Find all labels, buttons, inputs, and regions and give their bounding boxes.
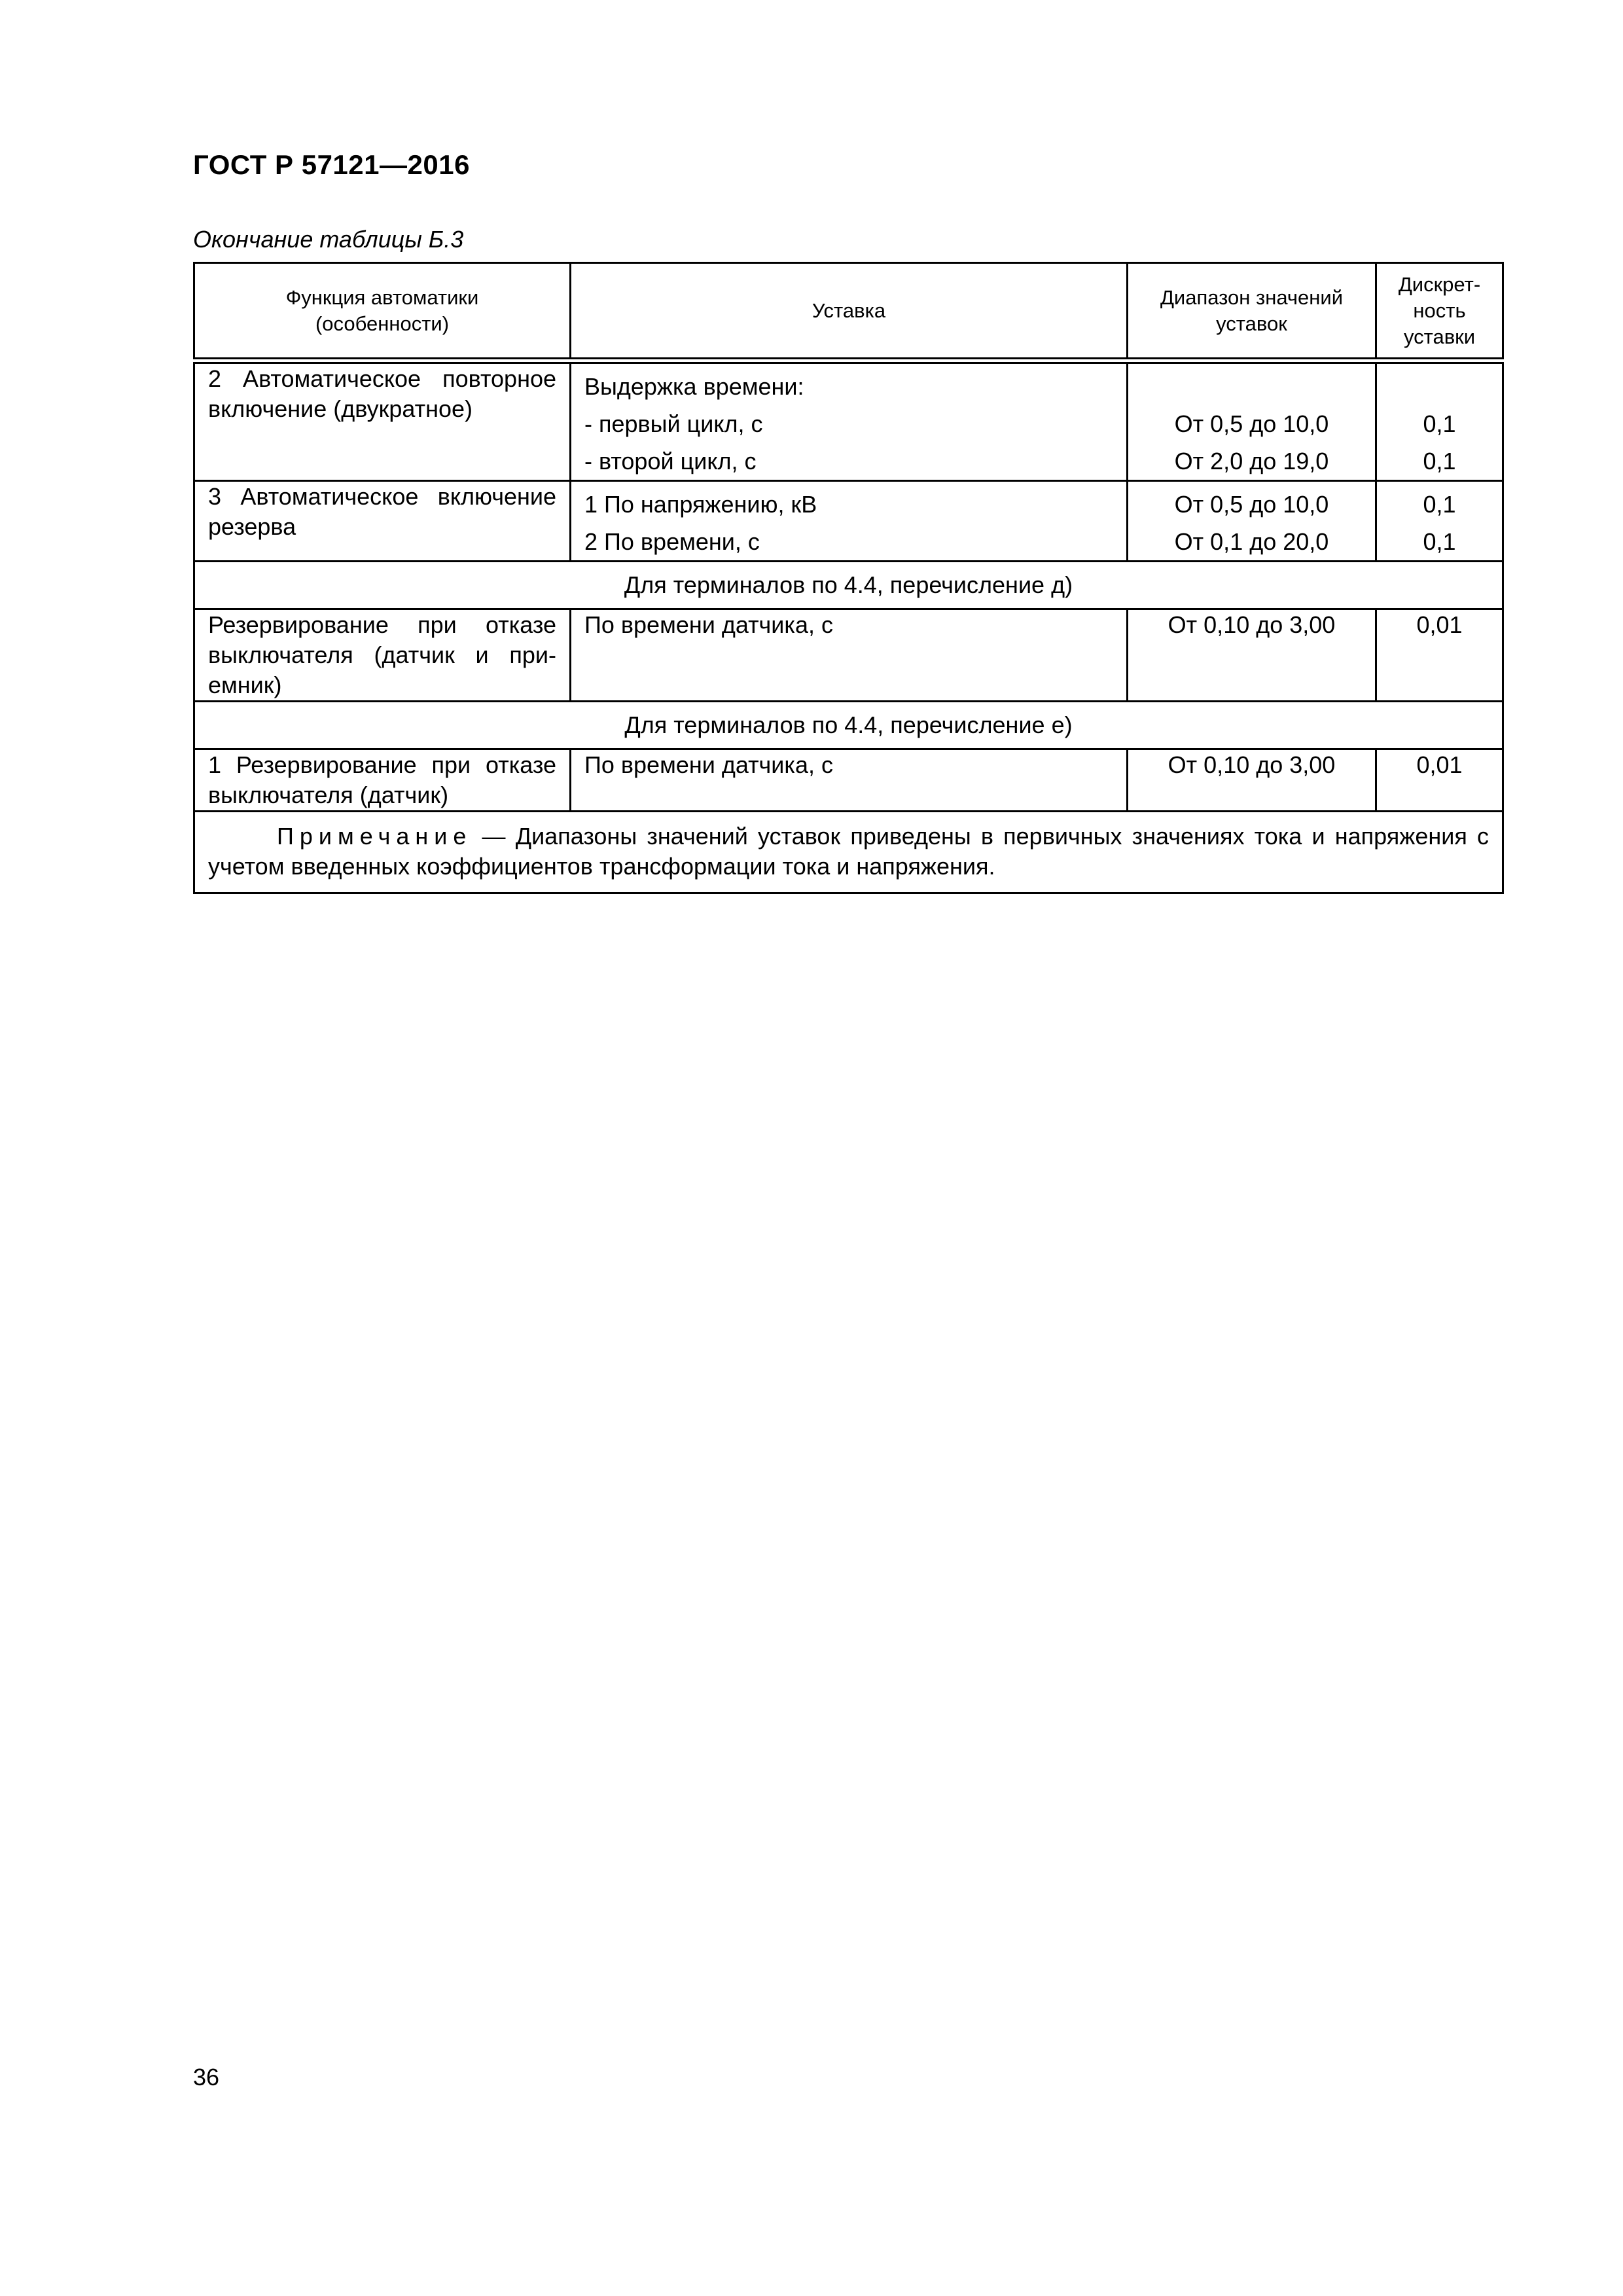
cell-setting bbox=[571, 481, 1128, 562]
step-line: 0,1 bbox=[1423, 528, 1456, 555]
range-line bbox=[1141, 368, 1362, 405]
table-caption: Окончание таблицы Б.3 bbox=[193, 226, 464, 253]
header-range bbox=[1128, 263, 1376, 361]
header-setting: Уставка bbox=[571, 263, 1128, 361]
cell-function: 2 Автоматическое повторное включение (двукратное) bbox=[194, 361, 571, 481]
cell-function: 1 Резервирование при отказе выключателя (датчик) bbox=[194, 749, 571, 812]
cell-step: 0,01 bbox=[1376, 749, 1503, 812]
table-note bbox=[194, 812, 1503, 893]
cell-function: 3 Автоматическое включение резерва bbox=[194, 481, 571, 562]
cell-setting: По времени датчика, с bbox=[571, 749, 1128, 812]
setting-line: 1 По напряжению, кВ bbox=[584, 491, 817, 518]
range-line: От 2,0 до 19,0 bbox=[1174, 448, 1329, 475]
cell-function: Резервирование при отказе выключателя (датчик и при-емник) bbox=[194, 609, 571, 702]
section-heading-d: Для терминалов по 4.4, перечисление д) bbox=[194, 562, 1503, 609]
table-row bbox=[194, 481, 1503, 562]
settings-table bbox=[193, 262, 1504, 894]
header-step-line1: Дискрет- bbox=[1398, 272, 1481, 296]
note-text: — Диапазоны значений уставок приведены в первичных значениях тока и напряжения с учетом введенных коэффициентов трансформации тока и напряжения. bbox=[208, 823, 1489, 880]
note-row bbox=[194, 812, 1503, 893]
header-range-line2: уставок bbox=[1216, 312, 1287, 335]
cell-setting bbox=[571, 361, 1128, 481]
setting-line: - первый цикл, с bbox=[584, 410, 763, 437]
step-line: 0,1 bbox=[1423, 410, 1456, 437]
table-row bbox=[194, 361, 1503, 481]
table-row bbox=[194, 749, 1503, 812]
cell-step bbox=[1376, 481, 1503, 562]
step-line: 0,1 bbox=[1423, 491, 1456, 518]
cell-step bbox=[1376, 361, 1503, 481]
header-function-line1: Функция автоматики bbox=[285, 285, 479, 309]
header-function-line2: (особенности) bbox=[315, 312, 450, 335]
cell-setting: По времени датчика, с bbox=[571, 609, 1128, 702]
step-line bbox=[1390, 368, 1489, 405]
header-range-line1: Диапазон значений bbox=[1160, 285, 1344, 309]
header-function bbox=[194, 263, 571, 361]
table-row bbox=[194, 609, 1503, 702]
setting-line: 2 По времени, с bbox=[584, 528, 760, 555]
cell-range: От 0,10 до 3,00 bbox=[1128, 749, 1376, 812]
header-step-line2: ность bbox=[1413, 298, 1466, 322]
setting-line: - второй цикл, с bbox=[584, 448, 757, 475]
cell-range bbox=[1128, 361, 1376, 481]
section-row bbox=[194, 702, 1503, 749]
range-line: От 0,5 до 10,0 bbox=[1174, 491, 1329, 518]
cell-range bbox=[1128, 481, 1376, 562]
range-line: От 0,5 до 10,0 bbox=[1174, 410, 1329, 437]
note-label: Примечание bbox=[277, 823, 473, 850]
step-line: 0,1 bbox=[1423, 448, 1456, 475]
section-row bbox=[194, 562, 1503, 609]
cell-range: От 0,10 до 3,00 bbox=[1128, 609, 1376, 702]
range-line: От 0,1 до 20,0 bbox=[1174, 528, 1329, 555]
cell-step: 0,01 bbox=[1376, 609, 1503, 702]
header-step-line3: уставки bbox=[1403, 325, 1476, 348]
document-standard-number: ГОСТ Р 57121—2016 bbox=[193, 149, 470, 180]
table-header-row bbox=[194, 263, 1503, 361]
section-heading-e: Для терминалов по 4.4, перечисление е) bbox=[194, 702, 1503, 749]
page-number: 36 bbox=[193, 2064, 220, 2090]
header-step bbox=[1376, 263, 1503, 361]
setting-line: Выдержка времени: bbox=[584, 373, 804, 400]
